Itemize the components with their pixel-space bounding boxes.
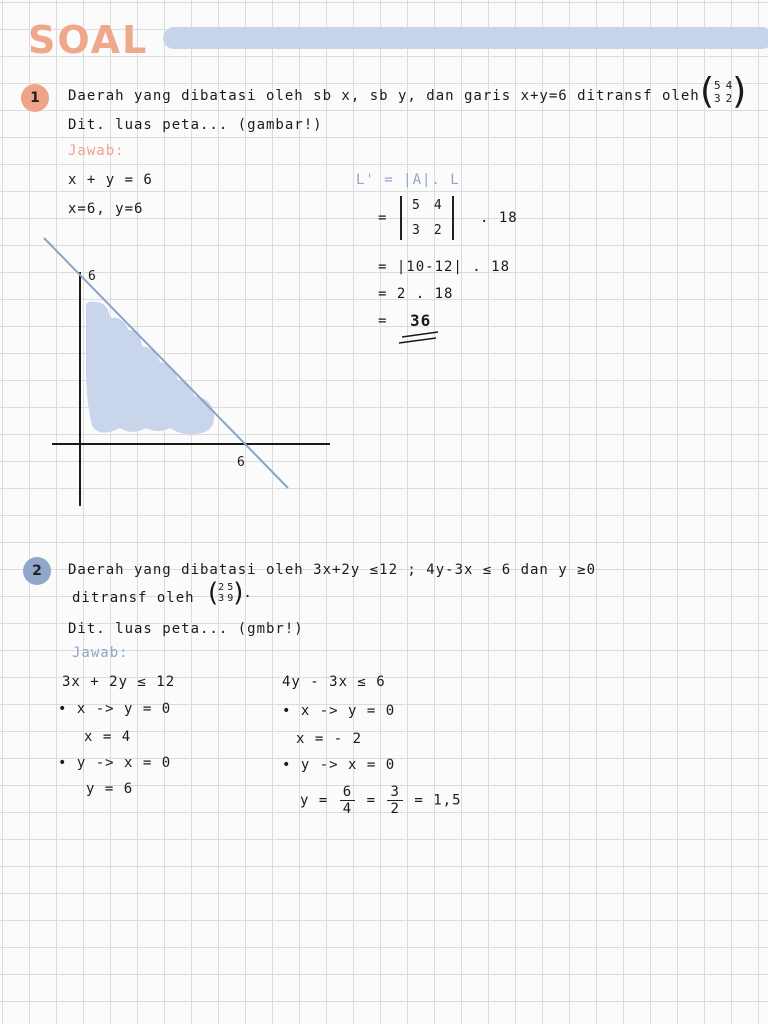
step-line: • y -> x = 0	[58, 755, 172, 771]
final-answer: 36	[410, 311, 432, 330]
right-paren: )	[233, 578, 244, 608]
equation-line: x + y = 6	[68, 172, 153, 188]
shaded-region	[86, 302, 214, 435]
question-1-text: Daerah yang dibatasi oleh sb x, sb y, dan garis x+y=6 ditransf oleh	[68, 88, 700, 104]
equation-line: x=6, y=6	[68, 201, 144, 217]
step-result: x = - 2	[296, 731, 363, 747]
jawab-label: Jawab:	[72, 645, 129, 661]
matrix-entry: 2	[725, 92, 733, 105]
y-intercept-label: 6	[88, 269, 96, 284]
equals-sign: =	[378, 313, 388, 329]
step-result: x = 4	[84, 729, 132, 745]
step-line: • y -> x = 0	[282, 757, 396, 773]
transformation-matrix	[208, 580, 253, 606]
region-graph	[0, 230, 340, 515]
left-paren: (	[208, 578, 219, 608]
decimal-result: = 1,5	[414, 792, 462, 809]
fraction-numerator: 3	[387, 784, 402, 801]
left-paren: (	[700, 71, 715, 112]
jawab-label: Jawab:	[68, 143, 125, 159]
step-result: y = 6	[86, 781, 134, 797]
page-title: SOAL	[28, 18, 149, 62]
answer-double-underline	[398, 330, 444, 346]
determinant	[400, 196, 454, 240]
step-line: • x -> y = 0	[58, 701, 172, 717]
matrix-entry: 2	[218, 582, 225, 593]
fraction-denominator: 4	[342, 801, 353, 817]
calc-step: = |10-12| . 18	[378, 259, 511, 275]
fraction	[340, 784, 355, 817]
inequality-line: 4y - 3x ≤ 6	[282, 674, 386, 690]
matrix-entry: 4	[725, 79, 733, 92]
equals-sign: =	[378, 210, 388, 226]
question-number-badge: 2	[23, 557, 51, 585]
x-intercept-label: 6	[237, 455, 245, 470]
fraction-result	[300, 784, 462, 817]
matrix-entry: 3	[714, 92, 721, 105]
area-formula: L' = |A|. L	[356, 172, 460, 188]
matrix-entry: 9	[227, 593, 234, 604]
transformation-matrix	[700, 71, 747, 112]
equals-sign: =	[366, 792, 377, 809]
determinant-entry: 4	[433, 198, 442, 213]
determinant-multiplier: . 18	[480, 210, 518, 226]
inequality-line: 3x + 2y ≤ 12	[62, 674, 176, 690]
question-1-prompt: Dit. luas peta... (gambar!)	[68, 117, 323, 133]
determinant-entry: 3	[412, 223, 420, 238]
title-underline-bar	[163, 27, 768, 49]
matrix-entry: 3	[218, 593, 225, 604]
question-number-badge: 1	[21, 84, 49, 112]
result-prefix: y =	[300, 792, 329, 809]
sentence-period: .	[243, 585, 253, 601]
question-2-text: ditransf oleh	[72, 590, 195, 606]
calc-step: = 2 . 18	[378, 286, 454, 302]
determinant-entry: 5	[412, 198, 420, 213]
right-paren: )	[732, 71, 747, 112]
fraction-numerator: 6	[340, 784, 355, 801]
step-line: • x -> y = 0	[282, 703, 396, 719]
question-2-prompt: Dit. luas peta... (gmbr!)	[68, 621, 304, 637]
determinant-entry: 2	[433, 223, 442, 238]
question-2-text: Daerah yang dibatasi oleh 3x+2y ≤12 ; 4y-3x ≤ 6 dan y ≥0	[68, 562, 597, 578]
fraction-denominator: 2	[390, 801, 400, 817]
fraction	[387, 784, 402, 817]
matrix-entry: 5	[714, 79, 721, 92]
matrix-entry: 5	[227, 582, 234, 593]
